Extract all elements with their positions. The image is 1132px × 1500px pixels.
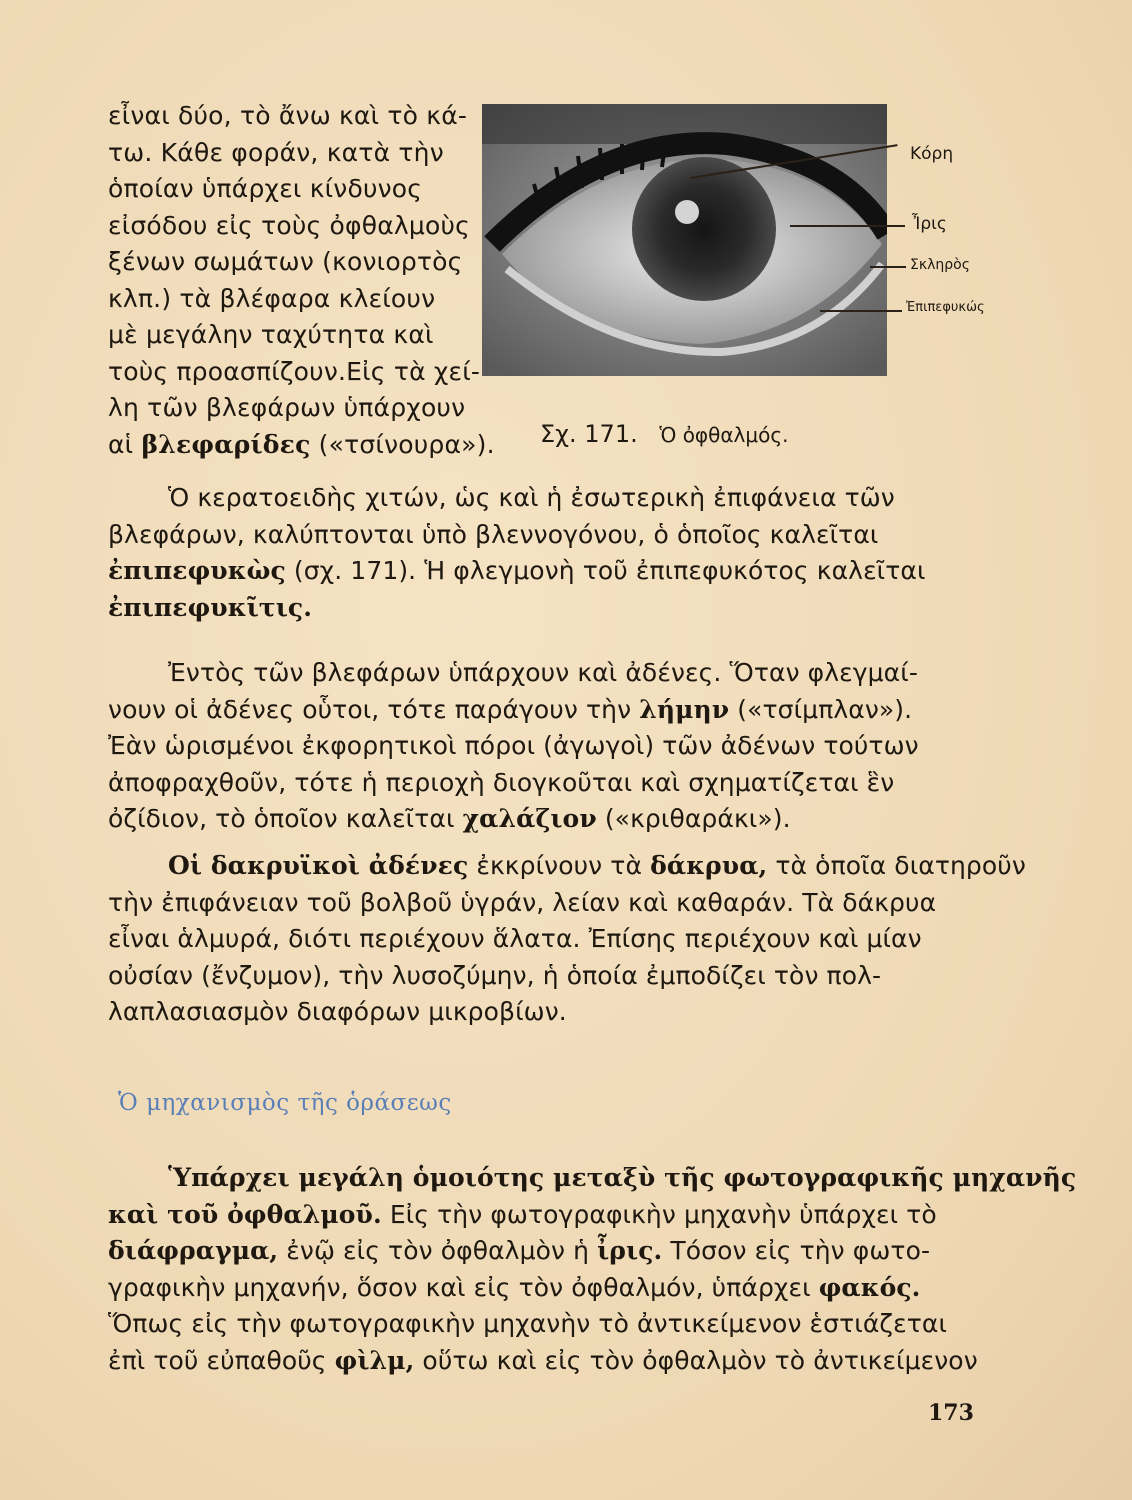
text-line: ἀποφραχθοῦν, τότε ἡ περιοχὴ διογκοῦται καὶ σχηματίζεται ἓν: [108, 767, 895, 797]
text-line: Οἱ δακρυϊκοὶ ἀδένες ἐκκρίνουν τὰ δάκρυα, τὰ ὁποῖα διατηροῦν: [168, 851, 1026, 880]
text-line: μὲ μεγάλην ταχύτητα καὶ: [108, 320, 434, 349]
label-iris: Ἶρις: [912, 214, 947, 234]
text-line: Ὁ κερατοειδὴς χιτών, ὡς καὶ ἡ ἐσωτερικὴ ἐπιφάνεια τῶν: [168, 483, 895, 512]
text-line: ὁποίαν ὑπάρχει κίνδυνος: [108, 174, 423, 203]
label-conjunctiva: Ἐπιπεφυκώς: [906, 300, 985, 315]
text-line: βλεφάρων, καλύπτονται ὑπὸ βλεννογόνου, ὁ ὁποῖος καλεῖται: [108, 519, 879, 549]
term-conjunctiva: ἐπιπεφυκὼς: [108, 556, 286, 585]
paragraph-cornea: [108, 480, 968, 626]
caption-number: Σχ. 171.: [540, 420, 638, 448]
text-line: ἐπιπεφυκὼς (σχ. 171). Ἡ φλεγμονὴ τοῦ ἐπιπεφυκότος καλεῖται: [108, 556, 926, 585]
page-number: 173: [928, 1400, 974, 1426]
text-line: Ὅπως εἰς τὴν φωτογραφικὴν μηχανὴν τὸ ἀντικείμενον ἑστιάζεται: [108, 1309, 948, 1338]
text-line: λη τῶν βλεφάρων ὑπάρχουν: [108, 393, 466, 422]
paragraph-tears: [108, 848, 1026, 1031]
caption-title: Ὁ ὀφθαλμός.: [659, 423, 789, 447]
text-line: λαπλασιασμὸν διαφόρων μικροβίων.: [108, 997, 567, 1026]
text-line: κλπ.) τὰ βλέφαρα κλείουν: [108, 283, 436, 313]
text-line: ἐπὶ τοῦ εὐπαθοῦς φὶλμ, οὕτω καὶ εἰς τὸν ὀφθαλμὸν τὸ ἀντικείμενον: [108, 1345, 978, 1375]
label-sclera: Σκληρὸς: [910, 257, 970, 273]
text-line: Ἐὰν ὡρισμένοι ἐκφορητικοὶ πόροι (ἀγωγοὶ) τῶν ἀδένων τούτων: [108, 731, 919, 760]
text-line: εἶναι ἁλμυρά, διότι περιέχουν ἅλατα. Ἐπίσης περιέχουν καὶ μίαν: [108, 924, 922, 953]
section-heading: Ὁ μηχανισμὸς τῆς ὁράσεως: [118, 1090, 452, 1116]
term-tears: δάκρυα,: [650, 851, 768, 880]
text-line: Ὑπάρχει μεγάλη ὁμοιότης μεταξὺ τῆς φωτογραφικῆς μηχανῆς: [168, 1163, 1077, 1192]
term-iris: ἶρις.: [597, 1236, 663, 1265]
term-lens: φακός.: [818, 1272, 921, 1302]
text-line: Ἐντὸς τῶν βλεφάρων ὑπάρχουν καὶ ἀδένες. Ὅταν φλεγμαί-: [168, 658, 918, 687]
term-diaphragm: διάφραγμα,: [108, 1236, 279, 1265]
text-line: οὐσίαν (ἔνζυμον), τὴν λυσοζύμην, ἡ ὁποία ἐμποδίζει τὸν πολ-: [108, 960, 882, 990]
term-conjunctivitis: ἐπιπεφυκῖτις.: [108, 592, 313, 622]
leader-line: [790, 225, 905, 227]
text-line: εἰσόδου εἰς τοὺς ὀφθαλμοὺς: [108, 210, 471, 240]
term-eyelashes: βλεφαρίδες: [141, 429, 311, 459]
paragraph-camera: [108, 1160, 1077, 1379]
text-line: τω. Κάθε φοράν, κατὰ τὴν: [108, 137, 444, 167]
left-column-text: [108, 98, 495, 463]
text-line: τοὺς προασπίζουν.Εἰς τὰ χεί-: [108, 356, 481, 386]
figure-caption: [540, 420, 900, 448]
text-line: [108, 590, 968, 627]
text-line: εἶναι δύο, τὸ ἄνω καὶ τὸ κά-: [108, 101, 468, 130]
text-line: καὶ τοῦ ὀφθαλμοῦ. Εἰς τὴν φωτογραφικὴν μηχανὴν ὑπάρχει τὸ: [108, 1199, 937, 1229]
label-pupil: Κόρη: [910, 144, 954, 164]
term-film: φὶλμ,: [334, 1345, 415, 1375]
text-line: ὀζίδιον, τὸ ὁποῖον καλεῖται χαλάζιον («κριθαράκι»).: [108, 804, 791, 833]
text-line: τὴν ἐπιφάνειαν τοῦ βολβοῦ ὑγράν, λείαν καὶ καθαράν. Τὰ δάκρυα: [108, 887, 937, 917]
term-lemi: λήμην: [639, 694, 730, 724]
leader-line: [820, 310, 902, 312]
text-line: γραφικὴν μηχανήν, ὅσον καὶ εἰς τὸν ὀφθαλμόν, ὑπάρχει φακός.: [108, 1272, 921, 1302]
term-chalazion: χαλάζιον: [462, 804, 597, 833]
text-line: αἱ βλεφαρίδες («τσίνουρα»).: [108, 429, 495, 459]
paragraph-glands: [108, 655, 968, 838]
eye-photo: [482, 104, 887, 376]
leader-line: [870, 266, 906, 268]
eye-illustration: [482, 104, 887, 376]
text-line: ξένων σωμάτων (κονιορτὸς: [108, 247, 463, 276]
text-line: νουν οἱ ἀδένες οὗτοι, τότε παράγουν τὴν λήμην («τσίμπλαν»).: [108, 694, 913, 724]
term-lacrimal-glands: Οἱ δακρυϊκοὶ ἀδένες: [168, 851, 469, 880]
text-line: διάφραγμα, ἐνῷ εἰς τὸν ὀφθαλμὸν ἡ ἶρις. Τόσον εἰς τὴν φωτο-: [108, 1236, 931, 1265]
